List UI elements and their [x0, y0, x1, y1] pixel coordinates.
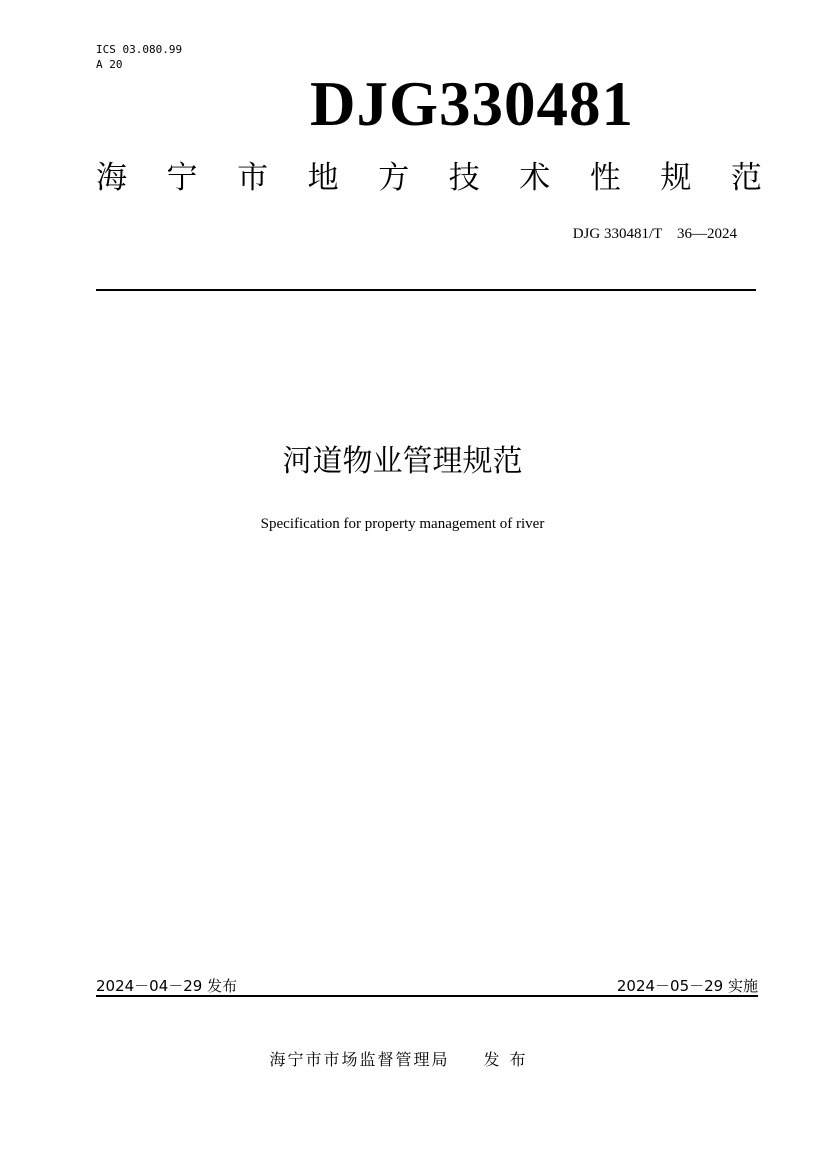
issuer-action: 发布 [483, 1050, 536, 1069]
issuer-name: 海宁市市场监督管理局 [269, 1050, 450, 1069]
standard-number: DJG 330481/T 36—2024 [572, 226, 737, 242]
issuer-block [269, 1047, 535, 1073]
document-title-chinese [0, 440, 815, 484]
title-chinese-text: 河道物业管理规范 [282, 444, 523, 479]
doc-type-char: 范 [730, 160, 762, 196]
doc-type-char: 海 [96, 160, 127, 196]
doc-type-char: 宁 [166, 160, 198, 196]
doc-type-char: 规 [660, 160, 692, 196]
bottom-divider [96, 995, 758, 997]
dates-row [96, 975, 758, 997]
doc-type-char: 技 [448, 160, 480, 196]
title-english-text: Specification for property management of river [260, 516, 545, 532]
issuer-line [0, 1047, 815, 1073]
document-type-heading [96, 156, 762, 200]
document-title-english [0, 514, 815, 534]
doc-type-char: 地 [307, 160, 339, 196]
classification-codes [96, 42, 182, 72]
implementation-date: 2024－05－29 实施 [616, 977, 758, 995]
doc-type-char: 术 [519, 160, 551, 196]
ics-code: ICS 03.080.99 [96, 43, 183, 56]
doc-type-char: 方 [378, 160, 410, 196]
top-divider [96, 289, 756, 291]
doc-type-char: 市 [237, 160, 269, 196]
standard-code-logo: DJG330481 [310, 69, 634, 139]
ccs-code: A 20 [96, 58, 123, 71]
release-date: 2024－04－29 发布 [96, 977, 238, 995]
doc-type-char: 性 [589, 160, 621, 196]
